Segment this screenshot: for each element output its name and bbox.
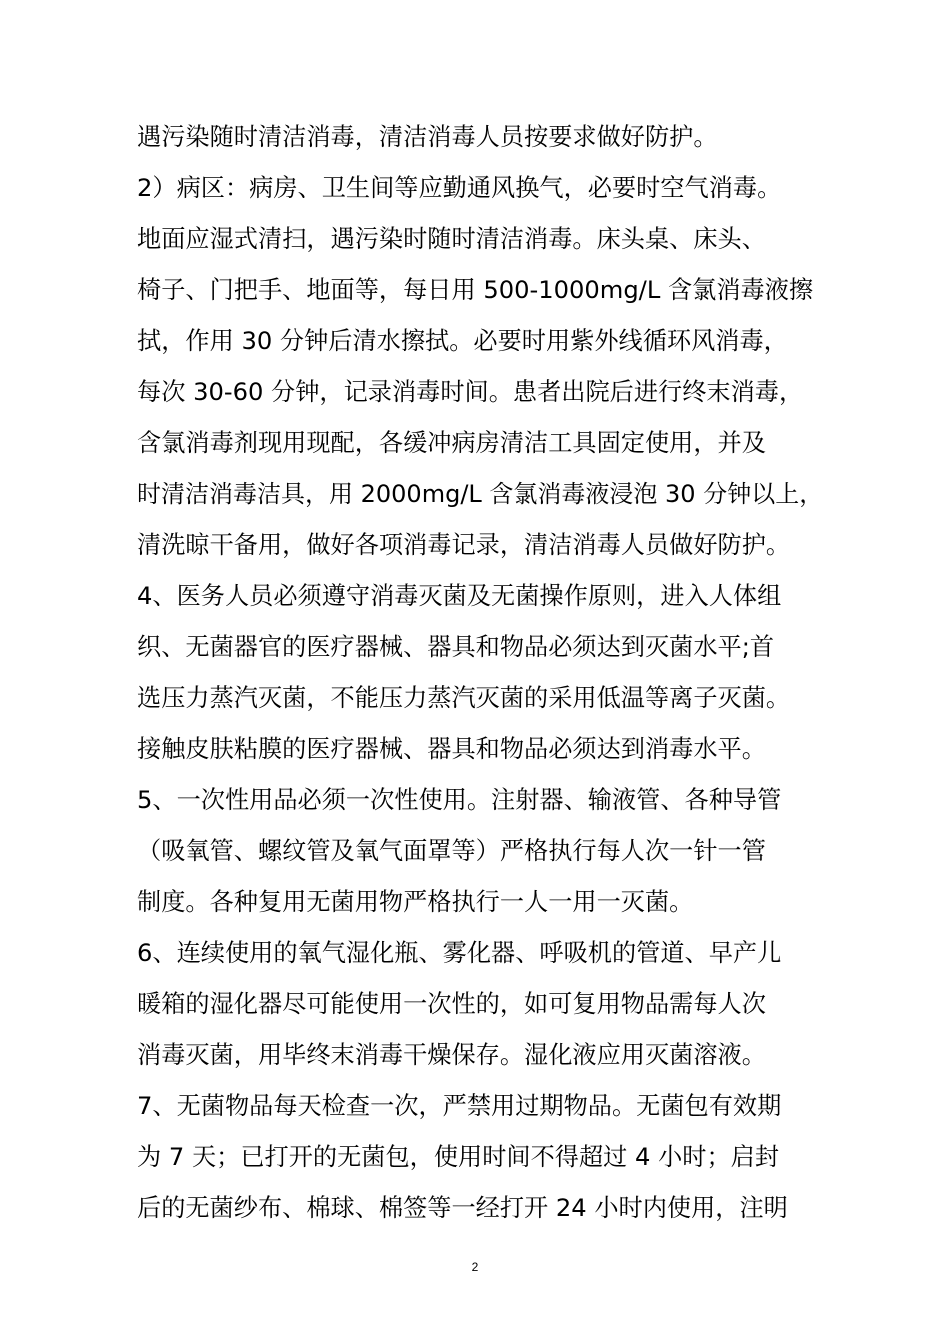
text-line: 清洗晾干备用，做好各项消毒记录，清洁消毒人员做好防护。 — [137, 531, 791, 559]
text-line: 暖箱的湿化器尽可能使用一次性的，如可复用物品需每人次 — [137, 990, 766, 1018]
text-line: 7、无菌物品每天检查一次，严禁用过期物品。无菌包有效期 — [137, 1092, 782, 1120]
text-line: 选压力蒸汽灭菌，不能压力蒸汽灭菌的采用低温等离子灭菌。 — [137, 684, 791, 712]
text-line: 制度。各种复用无菌用物严格执行一人一用一灭菌。 — [137, 888, 694, 916]
document-body — [137, 112, 827, 1234]
text-line: 每次 30-60 分钟，记录消毒时间。患者出院后进行终末消毒， — [137, 378, 804, 406]
text-line: 遇污染随时清洁消毒，清洁消毒人员按要求做好防护。 — [137, 123, 718, 151]
text-line: 织、无菌器官的医疗器械、器具和物品必须达到灭菌水平;首 — [137, 633, 775, 661]
text-line: 时清洁消毒洁具，用 2000mg/L 含氯消毒液浸泡 30 分钟以上， — [137, 480, 824, 508]
text-line: 后的无菌纱布、棉球、棉签等一经打开 24 小时内使用，注明 — [137, 1194, 788, 1222]
text-line: 2）病区：病房、卫生间等应勤通风换气，必要时空气消毒。 — [137, 174, 782, 202]
text-line: 为 7 天；已打开的无菌包，使用时间不得超过 4 小时；启封 — [137, 1143, 780, 1171]
text-line: 地面应湿式清扫，遇污染时随时清洁消毒。床头桌、床头、 — [137, 225, 766, 253]
text-line: 接触皮肤粘膜的医疗器械、器具和物品必须达到消毒水平。 — [137, 735, 766, 763]
text-line: （吸氧管、螺纹管及氧气面罩等）严格执行每人次一针一管 — [137, 837, 766, 865]
text-line: 椅子、门把手、地面等，每日用 500-1000mg/L 含氯消毒液擦 — [137, 276, 814, 304]
text-line: 含氯消毒剂现用现配，各缓冲病房清洁工具固定使用，并及 — [137, 429, 766, 457]
text-line: 消毒灭菌，用毕终末消毒干燥保存。湿化液应用灭菌溶液。 — [137, 1041, 766, 1069]
text-line: 拭，作用 30 分钟后清水擦拭。必要时用紫外线循环风消毒， — [137, 327, 788, 355]
text-line: 5、一次性用品必须一次性使用。注射器、输液管、各种导管 — [137, 786, 782, 814]
text-line: 6、连续使用的氧气湿化瓶、雾化器、呼吸机的管道、早产儿 — [137, 939, 782, 967]
text-line: 4、医务人员必须遵守消毒灭菌及无菌操作原则，进入人体组 — [137, 582, 782, 610]
page-number: 2 — [471, 1260, 479, 1274]
